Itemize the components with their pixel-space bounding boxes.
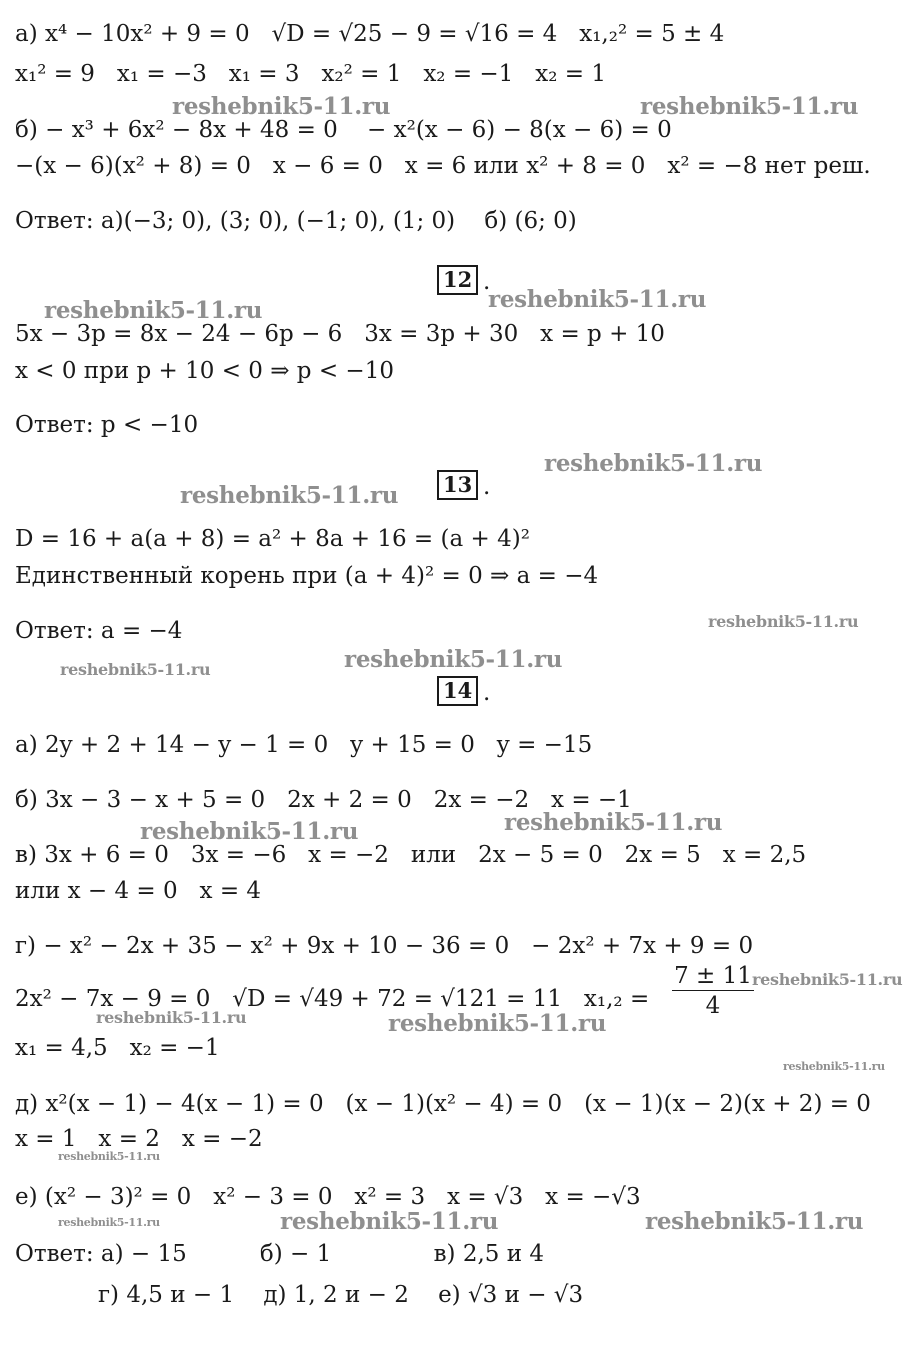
- problem-number-13: [437, 470, 478, 500]
- line-14e: е) (x² − 3)² = 0 x² − 3 = 0 x² = 3 x = √3 x = −√3: [15, 1184, 641, 1210]
- line-a-equation: а) x⁴ − 10x² + 9 = 0 √D = √25 − 9 = √16 = 4 x₁,₂² = 5 ± 4: [15, 21, 725, 47]
- answer-11: Ответ: а)(−3; 0), (3; 0), (−1; 0), (1; 0) б) (6; 0): [15, 208, 577, 234]
- fraction-denominator: 4: [705, 993, 721, 1019]
- roots-fraction: [672, 962, 754, 1021]
- problem-number-14: [437, 676, 478, 706]
- watermark: reshebnik5-11.ru: [58, 1216, 160, 1229]
- answer-12: Ответ: p < −10: [15, 412, 199, 438]
- watermark: reshebnik5-11.ru: [752, 970, 903, 989]
- watermark: reshebnik5-11.ru: [488, 286, 707, 313]
- fraction-numerator: 7 ± 11: [672, 962, 754, 991]
- problem-number-13-text: 13: [443, 472, 473, 497]
- watermark: reshebnik5-11.ru: [544, 450, 763, 477]
- problem-number-14-dot: .: [483, 680, 491, 706]
- line-14d: д) x²(x − 1) − 4(x − 1) = 0 (x − 1)(x² − 4) = 0 (x − 1)(x − 2)(x + 2) = 0: [15, 1091, 871, 1117]
- watermark: reshebnik5-11.ru: [504, 809, 723, 836]
- line-14v-cont: или x − 4 = 0 x = 4: [15, 878, 262, 904]
- line-14g-roots: x₁ = 4,5 x₂ = −1: [15, 1035, 220, 1061]
- watermark: reshebnik5-11.ru: [783, 1060, 885, 1073]
- problem-number-12: [437, 265, 478, 295]
- problem-number-13-dot: .: [483, 474, 491, 500]
- problem-number-12-dot: .: [483, 269, 491, 295]
- line-14d-roots: x = 1 x = 2 x = −2: [15, 1126, 263, 1152]
- problem-number-12-text: 12: [443, 267, 473, 292]
- problem-number-14-text: 14: [443, 678, 473, 703]
- line-13-condition: Единственный корень при (a + 4)² = 0 ⇒ a = −4: [15, 563, 599, 589]
- answer-14-row2: г) 4,5 и − 1 д) 1, 2 и − 2 е) √3 и − √3: [98, 1282, 584, 1308]
- watermark: reshebnik5-11.ru: [58, 1150, 160, 1163]
- line-14g: г) − x² − 2x + 35 − x² + 9x + 10 − 36 = 0 − 2x² + 7x + 9 = 0: [15, 933, 754, 959]
- line-14v: в) 3x + 6 = 0 3x = −6 x = −2 или 2x − 5 = 0 2x = 5 x = 2,5: [15, 842, 807, 868]
- line-12-condition: x < 0 при p + 10 < 0 ⇒ p < −10: [15, 358, 394, 384]
- watermark: reshebnik5-11.ru: [645, 1208, 864, 1235]
- line-b-equation: б) − x³ + 6x² − 8x + 48 = 0 − x²(x − 6) − 8(x − 6) = 0: [15, 117, 672, 143]
- line-12-equation: 5x − 3p = 8x − 24 − 6p − 6 3x = 3p + 30 x = p + 10: [15, 321, 665, 347]
- line-14a: а) 2y + 2 + 14 − y − 1 = 0 y + 15 = 0 y = −15: [15, 732, 593, 758]
- line-a-roots: x₁² = 9 x₁ = −3 x₁ = 3 x₂² = 1 x₂ = −1 x₂ = 1: [15, 61, 606, 87]
- line-13-discriminant: D = 16 + a(a + 8) = a² + 8a + 16 = (a + 4)²: [15, 526, 530, 552]
- watermark: reshebnik5-11.ru: [44, 297, 263, 324]
- watermark: reshebnik5-11.ru: [140, 818, 359, 845]
- line-b-factor: −(x − 6)(x² + 8) = 0 x − 6 = 0 x = 6 или x² + 8 = 0 x² = −8 нет реш.: [15, 153, 871, 179]
- watermark: reshebnik5-11.ru: [708, 612, 859, 631]
- answer-13: Ответ: a = −4: [15, 618, 183, 644]
- line-14b: б) 3x − 3 − x + 5 = 0 2x + 2 = 0 2x = −2 x = −1: [15, 787, 632, 813]
- answer-14-row1: Ответ: а) − 15 б) − 1 в) 2,5 и 4: [15, 1241, 544, 1267]
- line-14g-discriminant: 2x² − 7x − 9 = 0 √D = √49 + 72 = √121 = 11 x₁,₂ =: [15, 986, 650, 1012]
- watermark: reshebnik5-11.ru: [280, 1208, 499, 1235]
- watermark: reshebnik5-11.ru: [180, 482, 399, 509]
- watermark: reshebnik5-11.ru: [388, 1010, 607, 1037]
- watermark: reshebnik5-11.ru: [96, 1008, 247, 1027]
- watermark: reshebnik5-11.ru: [640, 93, 859, 120]
- watermark: reshebnik5-11.ru: [60, 660, 211, 679]
- watermark: reshebnik5-11.ru: [172, 93, 391, 120]
- watermark: reshebnik5-11.ru: [344, 646, 563, 673]
